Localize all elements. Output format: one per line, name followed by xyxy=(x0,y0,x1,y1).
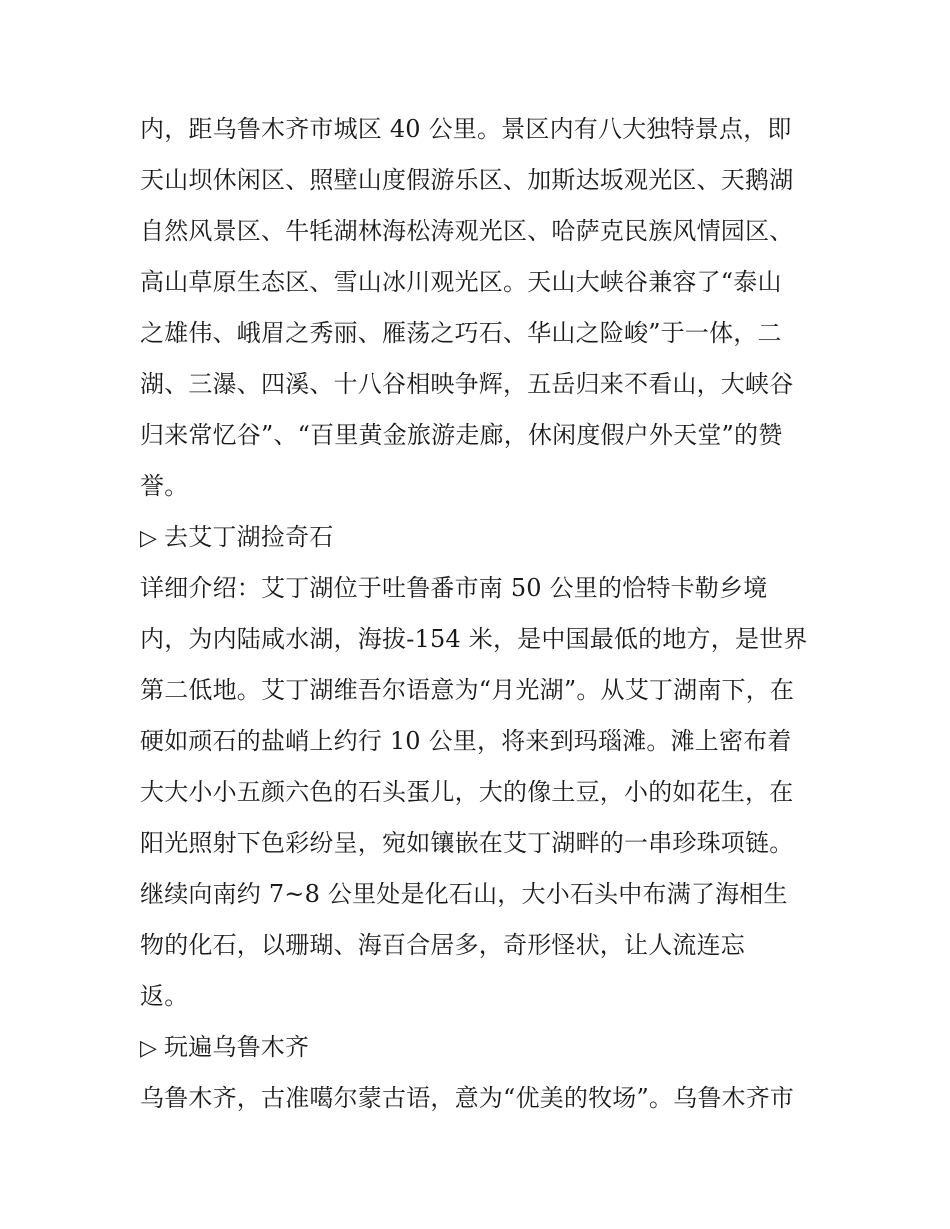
paragraph-line: 湖、三瀑、四溪、十八谷相映争辉，五岳归来不看山，大峡谷 xyxy=(140,370,794,398)
section-aiding-lake xyxy=(140,512,820,1022)
paragraph-line: 天山坝休闲区、照壁山度假游乐区、加斯达坂观光区、天鹅湖 xyxy=(140,166,794,194)
paragraph-line: 物的化石，以珊瑚、海百合居多，奇形怪状，让人流连忘 xyxy=(140,931,745,959)
section-heading-text: 去艾丁湖捡奇石 xyxy=(164,523,334,551)
paragraph-line: 内，距乌鲁木齐市城区 40 公里。景区内有八大独特景点，即 xyxy=(140,115,792,143)
section-tianshan-canyon xyxy=(140,104,820,512)
paragraph-line: 返。 xyxy=(140,982,189,1010)
paragraph-line: 之雄伟、峨眉之秀丽、雁荡之巧石、华山之险峻”于一体，二 xyxy=(140,319,782,347)
section-heading xyxy=(140,1022,820,1073)
paragraph-line: 内，为内陆咸水湖，海拔-154 米，是中国最低的地方，是世界 xyxy=(140,625,808,653)
triangle-bullet-icon: ▷ xyxy=(140,1036,158,1061)
paragraph-line: 誉。 xyxy=(140,472,189,500)
paragraph-line: 继续向南约 7~8 公里处是化石山，大小石头中布满了海相生 xyxy=(140,880,788,908)
document-body xyxy=(140,104,820,1124)
paragraph-line: 自然风景区、牛牦湖林海松涛观光区、哈萨克民族风情园区、 xyxy=(140,217,794,245)
paragraph-line: 第二低地。艾丁湖维吾尔语意为“月光湖”。从艾丁湖南下，在 xyxy=(140,676,795,704)
section-heading-text: 玩遍乌鲁木齐 xyxy=(164,1033,310,1061)
paragraph-line: 硬如顽石的盐峭上约行 10 公里，将来到玛瑙滩。滩上密布着 xyxy=(140,727,792,755)
paragraph-line: 高山草原生态区、雪山冰川观光区。天山大峡谷兼容了“泰山 xyxy=(140,268,782,296)
paragraph-line: 阳光照射下色彩纷呈，宛如镶嵌在艾丁湖畔的一串珍珠项链。 xyxy=(140,829,794,857)
paragraph-line: 归来常忆谷”、“百里黄金旅游走廊，休闲度假户外天堂”的赞 xyxy=(140,421,783,449)
paragraph-line: 乌鲁木齐，古准噶尔蒙古语，意为“优美的牧场”。乌鲁木齐市 xyxy=(140,1084,795,1112)
paragraph-line: 详细介绍：艾丁湖位于吐鲁番市南 50 公里的恰特卡勒乡境 xyxy=(140,574,768,602)
triangle-bullet-icon: ▷ xyxy=(140,526,158,551)
paragraph-line: 大大小小五颜六色的石头蛋儿，大的像土豆，小的如花生，在 xyxy=(140,778,794,806)
section-urumqi xyxy=(140,1022,820,1124)
section-heading xyxy=(140,512,820,563)
